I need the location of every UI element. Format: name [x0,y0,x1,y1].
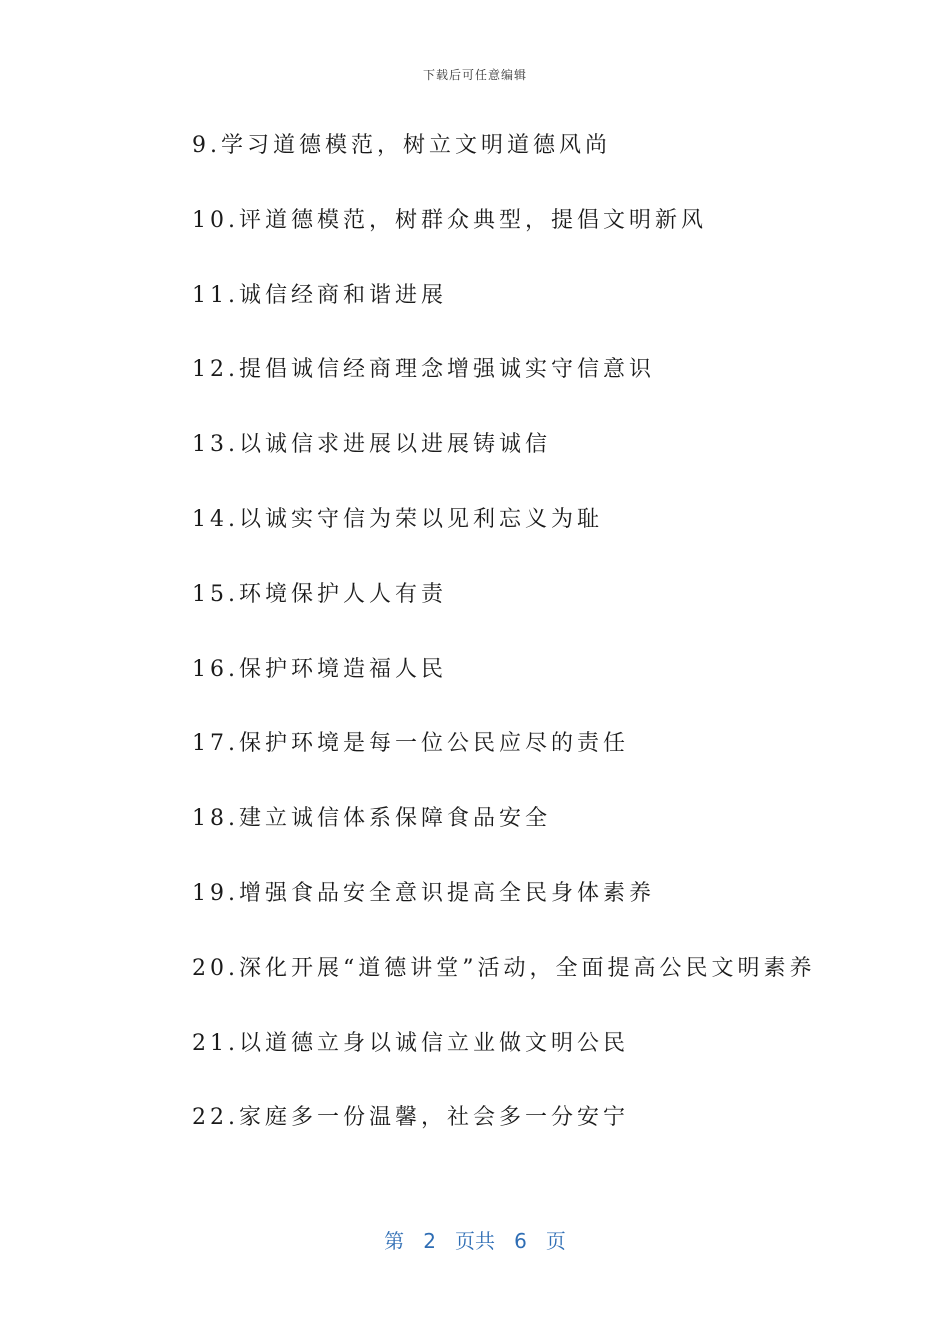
page-number-footer [0,1225,950,1254]
page-header-note: 下载后可任意编辑 [422,68,527,82]
footer-middle: 页共 [455,1229,495,1253]
current-page-number: 2 [423,1229,436,1253]
list-item: 16.保护环境造福人民 [192,656,447,682]
list-item: 22.家庭多一份温馨，社会多一分安宁 [192,1105,629,1131]
list-item: 20.深化开展“道德讲堂”活动，全面提高公民文明素养 [192,955,816,981]
total-pages-number: 6 [514,1229,527,1253]
list-item: 14.以诚实守信为荣以见利忘义为耻 [192,506,603,532]
list-item: 18.建立诚信体系保障食品安全 [192,806,551,832]
list-item: 12.提倡诚信经商理念增强诚实守信意识 [192,357,655,383]
list-item: 10.评道德模范，树群众典型，提倡文明新风 [192,207,707,233]
list-item: 9.学习道德模范，树立文明道德风尚 [192,133,611,158]
list-item: 21.以道德立身以诚信立业做文明公民 [192,1030,629,1056]
list-item: 13.以诚信求进展以进展铸诚信 [192,432,551,458]
footer-prefix: 第 [384,1229,405,1253]
list-item: 11.诚信经商和谐进展 [192,282,447,308]
footer-suffix: 页 [545,1229,566,1253]
list-item: 17.保护环境是每一位公民应尽的责任 [192,731,629,757]
slogan-list [192,128,912,1175]
list-item: 19.增强食品安全意识提高全民身体素养 [192,880,655,906]
list-item: 15.环境保护人人有责 [192,581,447,607]
